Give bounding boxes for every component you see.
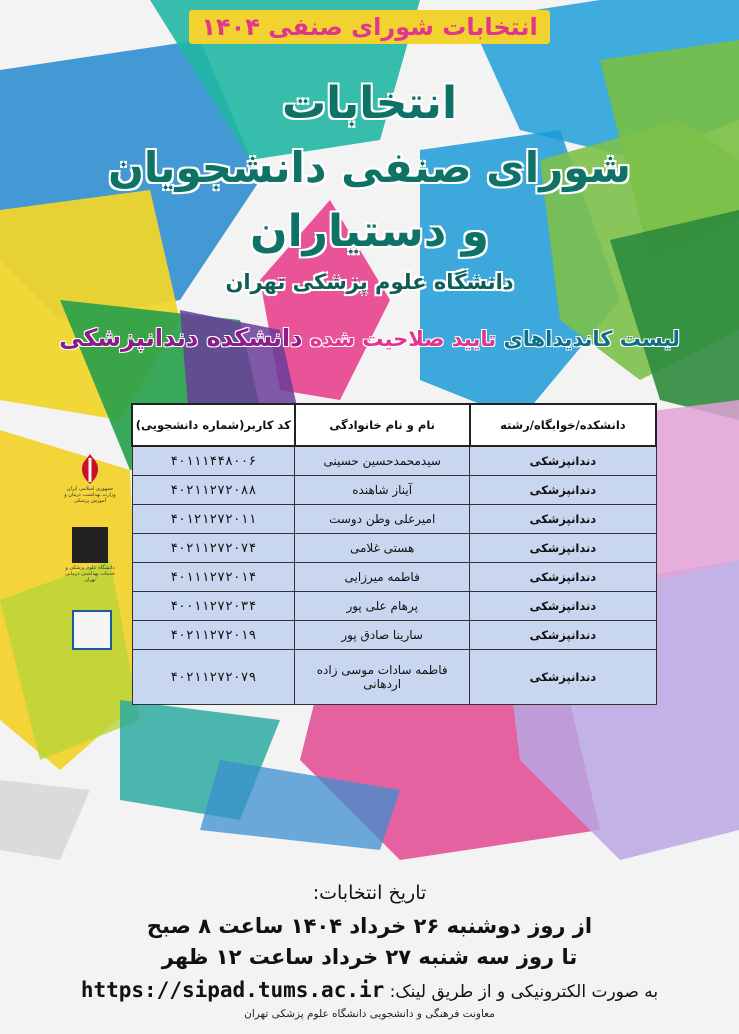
top-banner-text: انتخابات شورای صنفی ۱۴۰۴ — [189, 10, 549, 44]
election-link[interactable]: https://sipad.tums.ac.ir — [80, 978, 385, 1002]
candidates-table — [131, 403, 657, 705]
cell-name: امیرعلی وطن دوست — [295, 505, 470, 534]
cell-faculty: دندانپزشکی — [470, 505, 656, 534]
title-line-2: شورای صنفی دانشجویان — [108, 143, 631, 192]
subtitle-part-2: تایید صلاحیت شده — [309, 327, 497, 351]
cell-code: ۴۰۲۱۱۲۷۲۰۸۸ — [132, 476, 295, 505]
title-line-3: و دستیاران — [250, 206, 489, 257]
cell-code: ۴۰۱۱۱۲۷۲۰۱۴ — [132, 563, 295, 592]
university-caption: دانشگاه علوم پزشکی و خدمات بهداشتی درمانی تهران — [65, 565, 115, 583]
cell-faculty: دندانپزشکی — [470, 476, 656, 505]
cell-code: ۴۰۲۱۱۲۷۲۰۷۴ — [132, 534, 295, 563]
table-row — [132, 446, 656, 476]
cell-name: پرهام علی پور — [295, 592, 470, 621]
subtitle-part-3: دانشکده دندانپزشکی — [59, 324, 303, 352]
table-row — [132, 592, 656, 621]
table-row — [132, 563, 656, 592]
university-knot-logo-icon — [72, 527, 108, 563]
table-header-row — [132, 404, 656, 446]
ministry-caption: جمهوری اسلامی ایران وزارت بهداشت، درمان و آموزش پزشکی — [64, 486, 116, 504]
cell-code: ۴۰۲۱۱۲۷۲۰۷۹ — [132, 650, 295, 705]
cell-faculty: دندانپزشکی — [470, 563, 656, 592]
cultural-deputy-logo-icon — [72, 610, 112, 650]
title-line-1: انتخابات — [281, 78, 458, 129]
cell-faculty: دندانپزشکی — [470, 446, 656, 476]
cell-code: ۴۰۱۱۱۴۴۸۰۰۶ — [132, 446, 295, 476]
header-name: نام و نام خانوادگی — [295, 404, 470, 446]
election-date-heading: تاریخ انتخابات: — [312, 882, 427, 904]
iran-emblem-icon — [76, 452, 104, 486]
table-row — [132, 621, 656, 650]
cell-name: فاطمه سادات موسی زاده اردهانی — [295, 650, 470, 705]
cell-faculty: دندانپزشکی — [470, 621, 656, 650]
table-row — [132, 476, 656, 505]
cell-code: ۴۰۱۲۱۲۷۲۰۱۱ — [132, 505, 295, 534]
table-row — [132, 650, 656, 705]
cell-faculty: دندانپزشکی — [470, 534, 656, 563]
cell-faculty: دندانپزشکی — [470, 592, 656, 621]
subtitle-part-1: لیست کاندیداهای — [503, 327, 680, 351]
election-end: تا روز سه شنبه ۲۷ خرداد ساعت ۱۲ ظهر — [161, 945, 578, 969]
cell-name: فاطمه میرزایی — [295, 563, 470, 592]
cell-name: آیناز شاهنده — [295, 476, 470, 505]
election-method — [0, 978, 739, 1002]
cell-faculty: دندانپزشکی — [470, 650, 656, 705]
cell-name: هستی غلامی — [295, 534, 470, 563]
header-faculty: دانشکده/خوابگاه/رشته — [470, 404, 656, 446]
table-row — [132, 505, 656, 534]
header-code: کد کاربر(شماره دانشجویی) — [132, 404, 295, 446]
election-start: از روز دوشنبه ۲۶ خرداد ۱۴۰۴ ساعت ۸ صبح — [146, 914, 593, 938]
cell-code: ۴۰۰۱۱۲۷۲۰۳۴ — [132, 592, 295, 621]
organizer: معاونت فرهنگی و دانشجویی دانشگاه علوم پزشکی تهران — [244, 1008, 495, 1020]
method-text: به صورت الکترونیکی و از طریق لینک: — [389, 982, 659, 1002]
cell-name: سارینا صادق پور — [295, 621, 470, 650]
university-name: دانشگاه علوم پزشکی تهران — [225, 270, 514, 294]
top-banner — [0, 10, 739, 44]
cell-code: ۴۰۲۱۱۲۷۲۰۱۹ — [132, 621, 295, 650]
table-row — [132, 534, 656, 563]
subtitle — [0, 324, 739, 352]
cell-name: سیدمحمدحسین حسینی — [295, 446, 470, 476]
